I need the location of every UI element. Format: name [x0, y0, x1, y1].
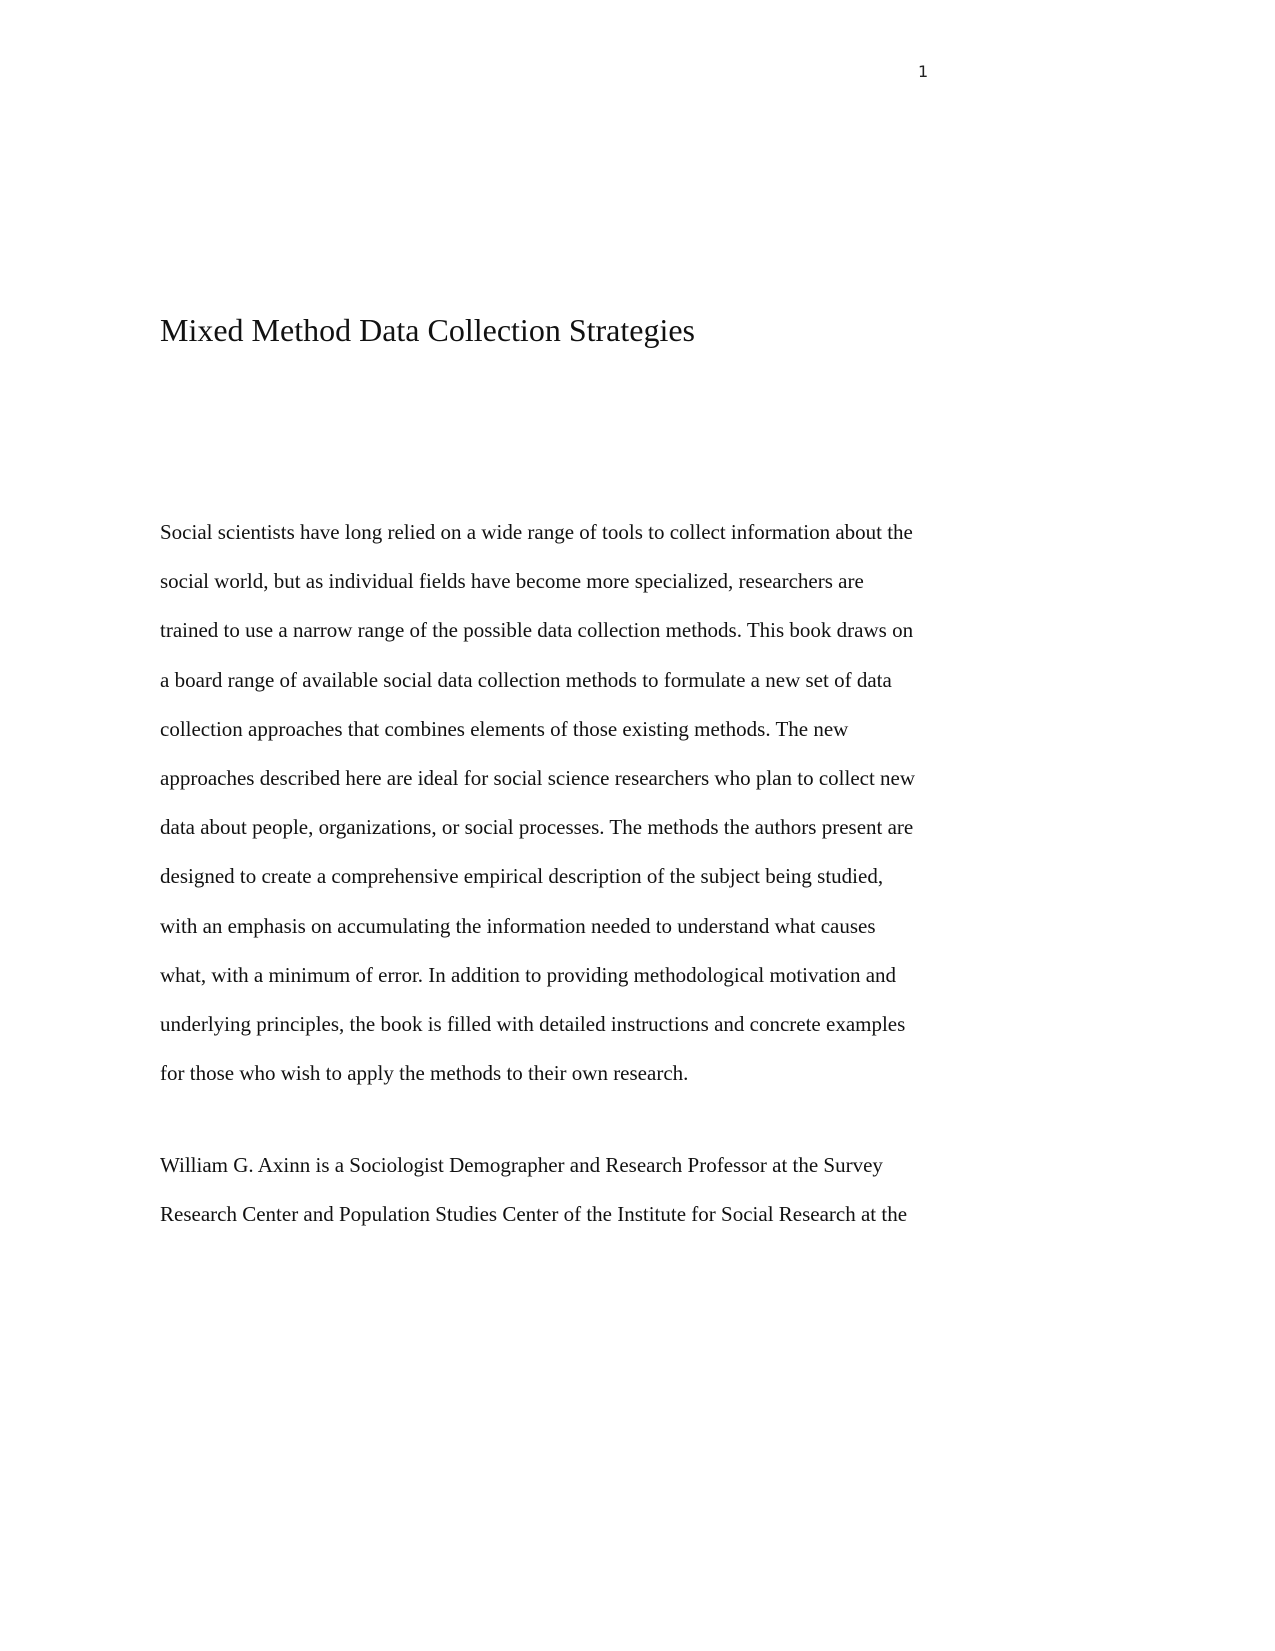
text-line: a board range of available social data collection methods to formulate a new set of data — [160, 667, 892, 692]
text-line: for those who wish to apply the methods to their own research. — [160, 1061, 689, 1086]
text-line: with an emphasis on accumulating the information needed to understand what causes — [160, 913, 876, 938]
text-line: designed to create a comprehensive empirical description of the subject being studied, — [160, 864, 884, 889]
text-line: underlying principles, the book is filled with detailed instructions and concrete examples — [160, 1011, 906, 1036]
text-line: social world, but as individual fields have become more specialized, researchers are — [160, 569, 864, 594]
text-line: William G. Axinn is a Sociologist Demographer and Research Professor at the Survey — [160, 1153, 883, 1177]
text-line: approaches described here are ideal for social science researchers who plan to collect new — [160, 765, 916, 790]
document-title: Mixed Method Data Collection Strategies — [160, 312, 695, 348]
text-line: data about people, organizations, or social processes. The methods the authors present are — [160, 815, 914, 840]
text-line: collection approaches that combines elements of those existing methods. The new — [160, 716, 849, 741]
text-line: Social scientists have long relied on a wide range of tools to collect information about the — [160, 520, 913, 544]
page-number: 1 — [918, 62, 929, 81]
text-line: Research Center and Population Studies Center of the Institute for Social Research at the — [160, 1202, 908, 1227]
text-line: trained to use a narrow range of the possible data collection methods. This book draws on — [160, 618, 914, 643]
description-paragraph — [160, 508, 940, 1098]
author-bio-paragraph — [160, 1141, 940, 1239]
text-line: what, with a minimum of error. In addition to providing methodological motivation and — [160, 962, 897, 987]
